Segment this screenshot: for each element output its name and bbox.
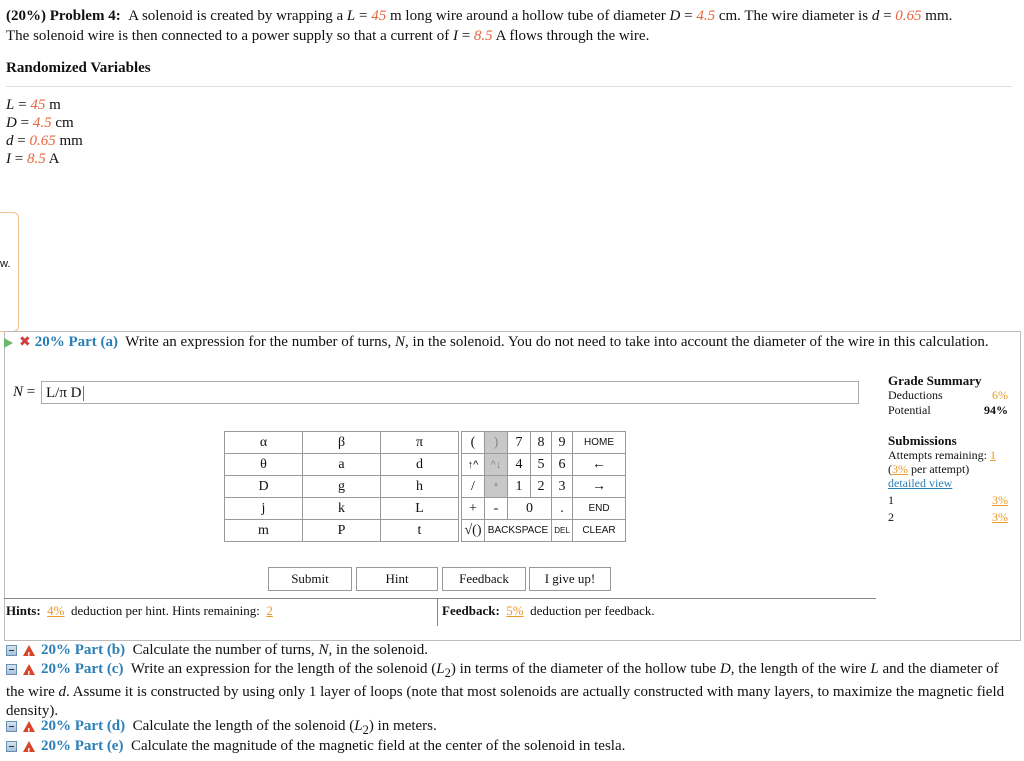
variable-row: I = 8.5 A [6,151,60,167]
key-divide[interactable]: / [462,476,485,498]
numeric-keypad [461,431,626,542]
key-minus[interactable]: - [485,498,508,520]
var-value: 8.5 [473,28,493,44]
var-value: 0.65 [895,8,922,24]
key-t[interactable]: t [381,520,459,542]
part-text: , in the solenoid. You do not need to take into account the diameter of the wire in this calculation. [405,334,989,350]
randomized-variables-title: Randomized Variables [6,60,151,76]
variable-row: d = 0.65 mm [6,133,83,149]
key-clear[interactable]: CLEAR [573,520,626,542]
warning-icon [23,645,35,656]
equation-label: N = [13,384,36,400]
key-d[interactable]: d [381,454,459,476]
part-b-row[interactable] [6,641,1018,660]
submission-pct: 3% [992,510,1008,524]
key-close-paren[interactable]: ) [485,432,508,454]
part-a-header [4,333,1004,352]
part-label: Part (c) [74,661,124,677]
part-text: Calculate the length of the solenoid ( [132,718,355,734]
part-text: ) in terms of the diameter of the hollow tube [450,661,717,677]
var-symbol: N [318,642,329,658]
warning-icon [23,741,35,752]
problem-text: cm. The wire diameter is [718,8,869,24]
hint-deduction: 4% [47,603,65,618]
problem-title: Problem 4: [49,8,121,24]
warning-icon [23,664,35,675]
side-panel-text: w. [0,258,11,270]
key-beta[interactable]: β [303,432,381,454]
give-up-button[interactable]: I give up! [529,567,611,591]
submissions-title: Submissions [888,433,957,448]
feedback-text: deduction per feedback. [530,603,655,618]
subscript: 2 [362,723,369,737]
key-pi[interactable]: π [381,432,459,454]
part-label: Part (b) [74,642,126,658]
hints-label: Hints: [6,603,41,618]
grade-summary-title: Grade Summary [888,373,982,388]
part-text: Calculate the magnitude of the magnetic field at the center of the solenoid in tesla. [130,738,626,754]
part-text: and the diameter of the wire [6,661,999,700]
attempts-label: Attempts remaining: [888,448,987,462]
deductions-label: Deductions [888,388,943,402]
key-plus[interactable]: + [462,498,485,520]
key-home[interactable]: HOME [573,432,626,454]
part-text: Write an expression for the length of the solenoid ( [130,661,437,677]
key-4[interactable]: 4 [508,454,531,476]
part-weight: 20% [41,738,71,754]
part-weight: 20% [41,661,71,677]
part-text: , the length of the wire [730,661,867,677]
hint-button[interactable]: Hint [356,567,438,591]
var-symbol: d [871,8,880,24]
key-m[interactable]: m [225,520,303,542]
key-D[interactable]: D [225,476,303,498]
key-1[interactable]: 1 [508,476,531,498]
part-text: Calculate the number of turns, [132,642,315,658]
key-alpha[interactable]: α [225,432,303,454]
key-theta[interactable]: θ [225,454,303,476]
feedback-button[interactable]: Feedback [442,567,526,591]
problem-weight: (20%) [6,8,46,24]
key-L[interactable]: L [381,498,459,520]
key-power-disabled[interactable]: ^↓ [485,454,508,476]
text-cursor [83,386,84,401]
key-j[interactable]: j [225,498,303,520]
collapse-icon[interactable] [6,721,17,732]
potential-value: 94% [984,403,1008,417]
part-c-row[interactable] [6,660,1018,721]
part-label: Part (a) [68,334,119,350]
var-symbol: L [436,661,445,677]
hints-bar [4,598,438,626]
key-3[interactable]: 3 [552,476,573,498]
feedback-label: Feedback: [442,603,500,618]
var-symbol: L [346,8,356,24]
var-symbol: D [669,8,681,24]
key-dot[interactable]: . [552,498,573,520]
potential-label: Potential [888,403,931,417]
detailed-view-link[interactable]: detailed view [888,476,953,490]
problem-text: A solenoid is created by wrapping a [128,8,344,24]
var-symbol: L [354,718,363,734]
submission-number: 2 [888,510,894,524]
part-text: . Assume it is constructed by using only 1 layer of loops (note that most solenoids are actually constructed with many layers, to maximize the magnetic field density). [6,684,1005,719]
side-panel-tab[interactable] [0,212,19,332]
var-symbol: L [870,661,879,677]
attempts-value: 1 [989,448,996,462]
var-symbol: N [395,334,406,350]
part-weight: 20% [41,718,71,734]
play-icon[interactable] [4,338,13,348]
key-7[interactable]: 7 [508,432,531,454]
key-multiply[interactable]: * [485,476,508,498]
submission-number: 1 [888,493,894,507]
key-8[interactable]: 8 [531,432,552,454]
var-symbol: D [719,661,731,677]
divider [6,86,1012,87]
var-value: 45 [371,8,387,24]
problem-text: m long wire around a hollow tube of diameter [389,8,666,24]
problem-statement: (20%) Problem 4: A solenoid is created by wrapping a L = 45 m long wire around a hollow tube of diameter D = 4.5 cm. The wire diameter is d = 0.65 mm. The solenoid wire is then connected to a power supply so that a current of I = 8.5 A flows through the wire. [6,8,953,44]
key-g[interactable]: g [303,476,381,498]
var-symbol: d [58,684,66,700]
key-sqrt[interactable]: √() [462,520,485,542]
deductions-value: 6% [992,388,1008,402]
submission-pct: 3% [992,493,1008,507]
key-0[interactable]: 0 [508,498,552,520]
key-2[interactable]: 2 [531,476,552,498]
problem-text: mm. [925,8,953,24]
key-del[interactable]: DEL [552,520,573,542]
per-attempt-pct: 3% [892,462,908,476]
collapse-icon[interactable] [6,645,17,656]
key-open-paren[interactable]: ( [462,432,485,454]
problem-text: The solenoid wire is then connected to a power supply so that a current of [6,28,450,44]
variable-keypad [224,431,459,542]
key-h[interactable]: h [381,476,459,498]
key-a[interactable]: a [303,454,381,476]
part-text: Write an expression for the number of turns, [125,334,392,350]
submit-button[interactable]: Submit [268,567,352,591]
part-weight: 20% [34,334,65,350]
hints-remaining: 2 [266,603,273,618]
key-k[interactable]: k [303,498,381,520]
var-symbol: I [452,28,458,44]
hints-text: deduction per hint. Hints remaining: [71,603,260,618]
key-power[interactable]: ↑^ [462,454,485,476]
part-label: Part (e) [74,738,124,754]
submissions-panel: Submissions Attempts remaining: 1 (3% per attempt) detailed view 1 3% 2 3% [888,433,1008,524]
feedback-deduction: 5% [506,603,524,618]
key-end[interactable]: END [573,498,626,520]
grade-summary [888,373,1008,418]
part-weight: 20% [41,642,71,658]
variable-row: L = 45 m [6,97,61,113]
key-9[interactable]: 9 [552,432,573,454]
per-attempt-label: per attempt) [911,462,970,476]
key-5[interactable]: 5 [531,454,552,476]
subscript: 2 [444,666,451,680]
collapse-icon[interactable] [6,741,17,752]
part-text: ) in meters. [368,718,437,734]
part-label: Part (d) [74,718,126,734]
key-right-arrow[interactable]: → [573,476,626,498]
part-text: , in the solenoid. [328,642,429,658]
key-backspace[interactable]: BACKSPACE [485,520,552,542]
collapse-icon[interactable] [6,664,17,675]
key-6[interactable]: 6 [552,454,573,476]
key-P[interactable]: P [303,520,381,542]
key-left-arrow[interactable]: ← [573,454,626,476]
feedback-bar [437,598,876,626]
var-value: 4.5 [696,8,716,24]
answer-input[interactable]: L/π D [41,381,859,404]
problem-text: A flows through the wire. [495,28,650,44]
part-e-row[interactable] [6,737,1018,756]
randomized-variables-list [6,96,83,168]
warning-icon [23,721,35,732]
variable-row: D = 4.5 cm [6,115,74,131]
incorrect-x-icon: ✖ [19,334,31,350]
